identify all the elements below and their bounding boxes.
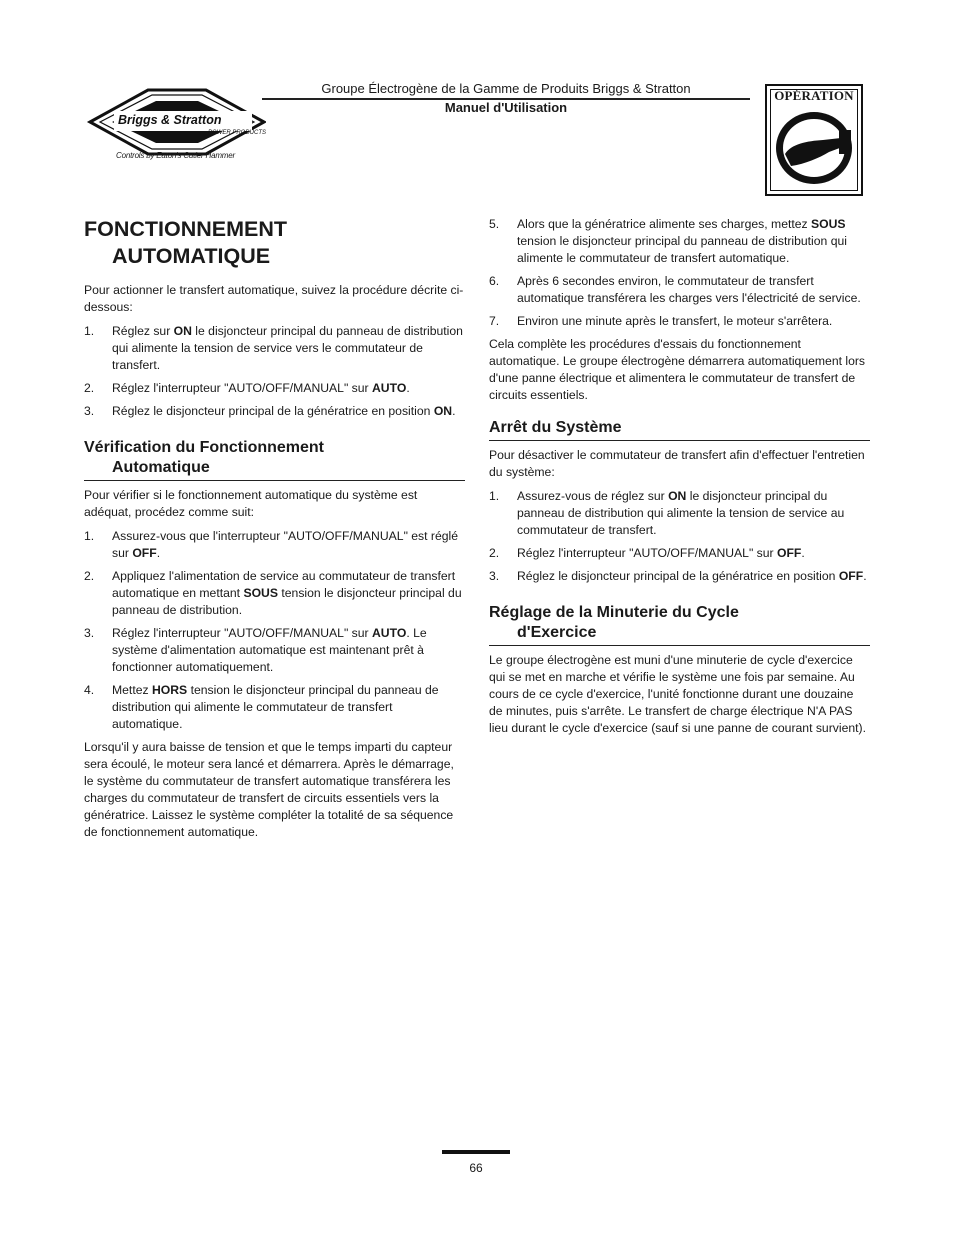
list-item-emphasis: AUTO — [372, 381, 407, 395]
logo-product-line: POWER PRODUCTS — [208, 130, 266, 136]
list-item-text: Assurez-vous de réglez sur — [517, 489, 669, 503]
logo-tagline: Controls by Eaton's Cutler Hammer — [116, 151, 235, 160]
list-item — [489, 545, 870, 562]
list-item-text-end: tension le disjoncteur principal du panneau de distribution qui alimente le commutateur de transfert automatique. — [517, 234, 847, 265]
page-number: 66 — [469, 1161, 483, 1175]
badge-label: OPÉRATION — [774, 88, 854, 103]
list-item-text-end: . — [156, 546, 161, 560]
exercise-timer-heading-line2: d'Exercice — [517, 624, 597, 641]
list-item — [489, 216, 870, 267]
list-item — [84, 323, 465, 374]
verification-heading-line1: Vérification du Fonctionnement — [84, 439, 325, 456]
list-item — [489, 313, 870, 330]
verification-intro: Pour vérifier si le fonctionnement automatique du système est adéquat, procédez comme suit: — [84, 488, 418, 519]
section-title-line2: AUTOMATIQUE — [112, 244, 271, 268]
verification-heading — [84, 438, 465, 481]
list-item-emphasis: AUTO — [372, 626, 407, 640]
list-item-text: Réglez l'interrupteur "AUTO/OFF/MANUAL" sur — [517, 546, 777, 560]
list-item — [84, 403, 465, 420]
list-item-text: Assurez-vous que l'interrupteur "AUTO/OFF/MANUAL" est réglé sur — [112, 529, 459, 560]
list-item-text: Réglez l'interrupteur "AUTO/OFF/MANUAL" sur — [112, 626, 372, 640]
list-item-text-end: tension le disjoncteur principal du panneau de distribution qui alimente le commutateur de transfert automatique. — [112, 683, 439, 731]
list-item-number: 1. — [84, 324, 95, 338]
continued-steps — [489, 216, 870, 330]
list-item-text-end: le disjoncteur principal du panneau de distribution qui alimente la tension de service vers le commutateur de transfert. — [112, 324, 463, 372]
list-item — [84, 528, 465, 562]
list-item-text: Réglez sur — [112, 324, 174, 338]
list-item-text-end: . — [801, 546, 805, 560]
list-item-emphasis: OFF — [132, 546, 157, 560]
list-item-number: 2. — [84, 569, 95, 583]
list-item — [84, 568, 465, 619]
list-item-text: Réglez le disjoncteur principal de la génératrice en position — [517, 569, 839, 583]
list-item-emphasis: SOUS — [811, 217, 846, 231]
list-item-text: Après 6 secondes environ, le commutateur de transfert automatique transférera les charges vers l'électricité de service. — [517, 274, 861, 305]
list-item-text-end: le disjoncteur principal du panneau de distribution qui alimente la tension de service au commutateur de transfert. — [517, 489, 845, 537]
list-item-number: 3. — [84, 404, 95, 418]
list-item-number: 4. — [84, 683, 95, 697]
list-item-number: 3. — [84, 626, 95, 640]
list-item-text-end: . — [406, 381, 410, 395]
list-item-text: Appliquez l'alimentation de service au commutateur de transfert automatique en mettant — [112, 569, 456, 600]
list-item — [84, 380, 465, 397]
list-item — [489, 488, 870, 539]
list-item-number: 2. — [489, 546, 500, 560]
list-item-text: Environ une minute après le transfert, le moteur s'arrêtera. — [517, 314, 833, 328]
verification-heading-line2: Automatique — [112, 459, 210, 476]
header-title: Groupe Électrogène de la Gamme de Produits Briggs & Stratton — [321, 81, 691, 96]
page-number-rule — [442, 1150, 510, 1154]
list-item-number: 7. — [489, 314, 500, 328]
list-item-text: Mettez — [112, 683, 152, 697]
list-item-text-end: . — [452, 404, 456, 418]
list-item-number: 2. — [84, 381, 95, 395]
hand-control-icon — [771, 108, 857, 190]
list-item-number: 3. — [489, 569, 500, 583]
closing-text: Lorsqu'il y aura baisse de tension et que le temps imparti du capteur sera écoulé, le moteur sera lancé et démarrera. Après le démarrage, le système du commutateur de transfert automatique transférera les charges du commutateur de transfert de circuits essentiels vers la génératrice. Laissez le système compléter la totalité de sa séquence de fonctionnement automatique. — [84, 740, 454, 839]
list-item-emphasis: SOUS — [243, 586, 278, 600]
header-subtitle: Manuel d'Utilisation — [444, 100, 568, 115]
right-column — [489, 216, 870, 744]
list-item-emphasis: ON — [173, 324, 192, 338]
system-stop-steps — [489, 488, 870, 585]
activation-steps — [84, 323, 465, 420]
list-item-number: 5. — [489, 217, 500, 231]
operation-section-badge — [765, 84, 863, 196]
exercise-timer-text: Le groupe électrogène est muni d'une minuterie de cycle d'exercice qui se met en marche et vérifie le système une fois par semaine. Au cours de ce cycle d'exercice, l'unité fonctionne durant une douzaine de minutes, puis s'arrête. Le transfert de charge électrique N'A PAS lieu durant le cycle d'exercice (sauf si une panne de courant survient). — [489, 653, 866, 735]
exercise-timer-heading-line1: Réglage de la Minuterie du Cycle — [489, 604, 739, 621]
list-item-emphasis: OFF — [777, 546, 802, 560]
list-item-text: Réglez l'interrupteur "AUTO/OFF/MANUAL" sur — [112, 381, 372, 395]
summary-text: Cela complète les procédures d'essais du fonctionnement automatique. Le groupe électrogène démarrera automatiquement lors d'une panne électrique et alimentera le commutateur de transfert de circuits essentiels. — [489, 337, 866, 402]
list-item-text-end: . Le système d'alimentation automatique est maintenant prêt à fonctionner automatiquement. — [112, 626, 427, 674]
list-item-number: 1. — [489, 489, 500, 503]
list-item — [489, 568, 870, 585]
list-item-text-end: tension le disjoncteur principal du panneau de distribution. — [112, 586, 462, 617]
list-item-emphasis: HORS — [151, 683, 188, 697]
list-item — [489, 273, 870, 307]
list-item-emphasis: OFF — [838, 569, 864, 583]
exercise-timer-heading — [489, 603, 870, 646]
list-item-emphasis: ON — [433, 404, 453, 418]
list-item-text-end: . — [863, 569, 867, 583]
section-title — [84, 216, 465, 270]
list-item-number: 1. — [84, 529, 95, 543]
list-item-number: 6. — [489, 274, 500, 288]
system-stop-intro: Pour désactiver le commutateur de transfert afin d'effectuer l'entretien du système: — [489, 448, 865, 479]
list-item — [84, 625, 465, 676]
list-item-emphasis: ON — [668, 489, 687, 503]
verification-steps — [84, 528, 465, 733]
intro-text: Pour actionner le transfert automatique, suivez la procédure décrite ci-dessous: — [84, 283, 464, 314]
system-stop-heading: Arrêt du Système — [489, 418, 870, 441]
list-item — [84, 682, 465, 733]
logo-brand: Briggs & Stratton — [118, 113, 222, 127]
list-item-text: Alors que la génératrice alimente ses charges, mettez — [517, 217, 811, 231]
left-column — [84, 216, 465, 848]
section-title-line1: FONCTIONNEMENT — [84, 217, 288, 241]
list-item-text: Réglez le disjoncteur principal de la génératrice en position — [112, 404, 434, 418]
